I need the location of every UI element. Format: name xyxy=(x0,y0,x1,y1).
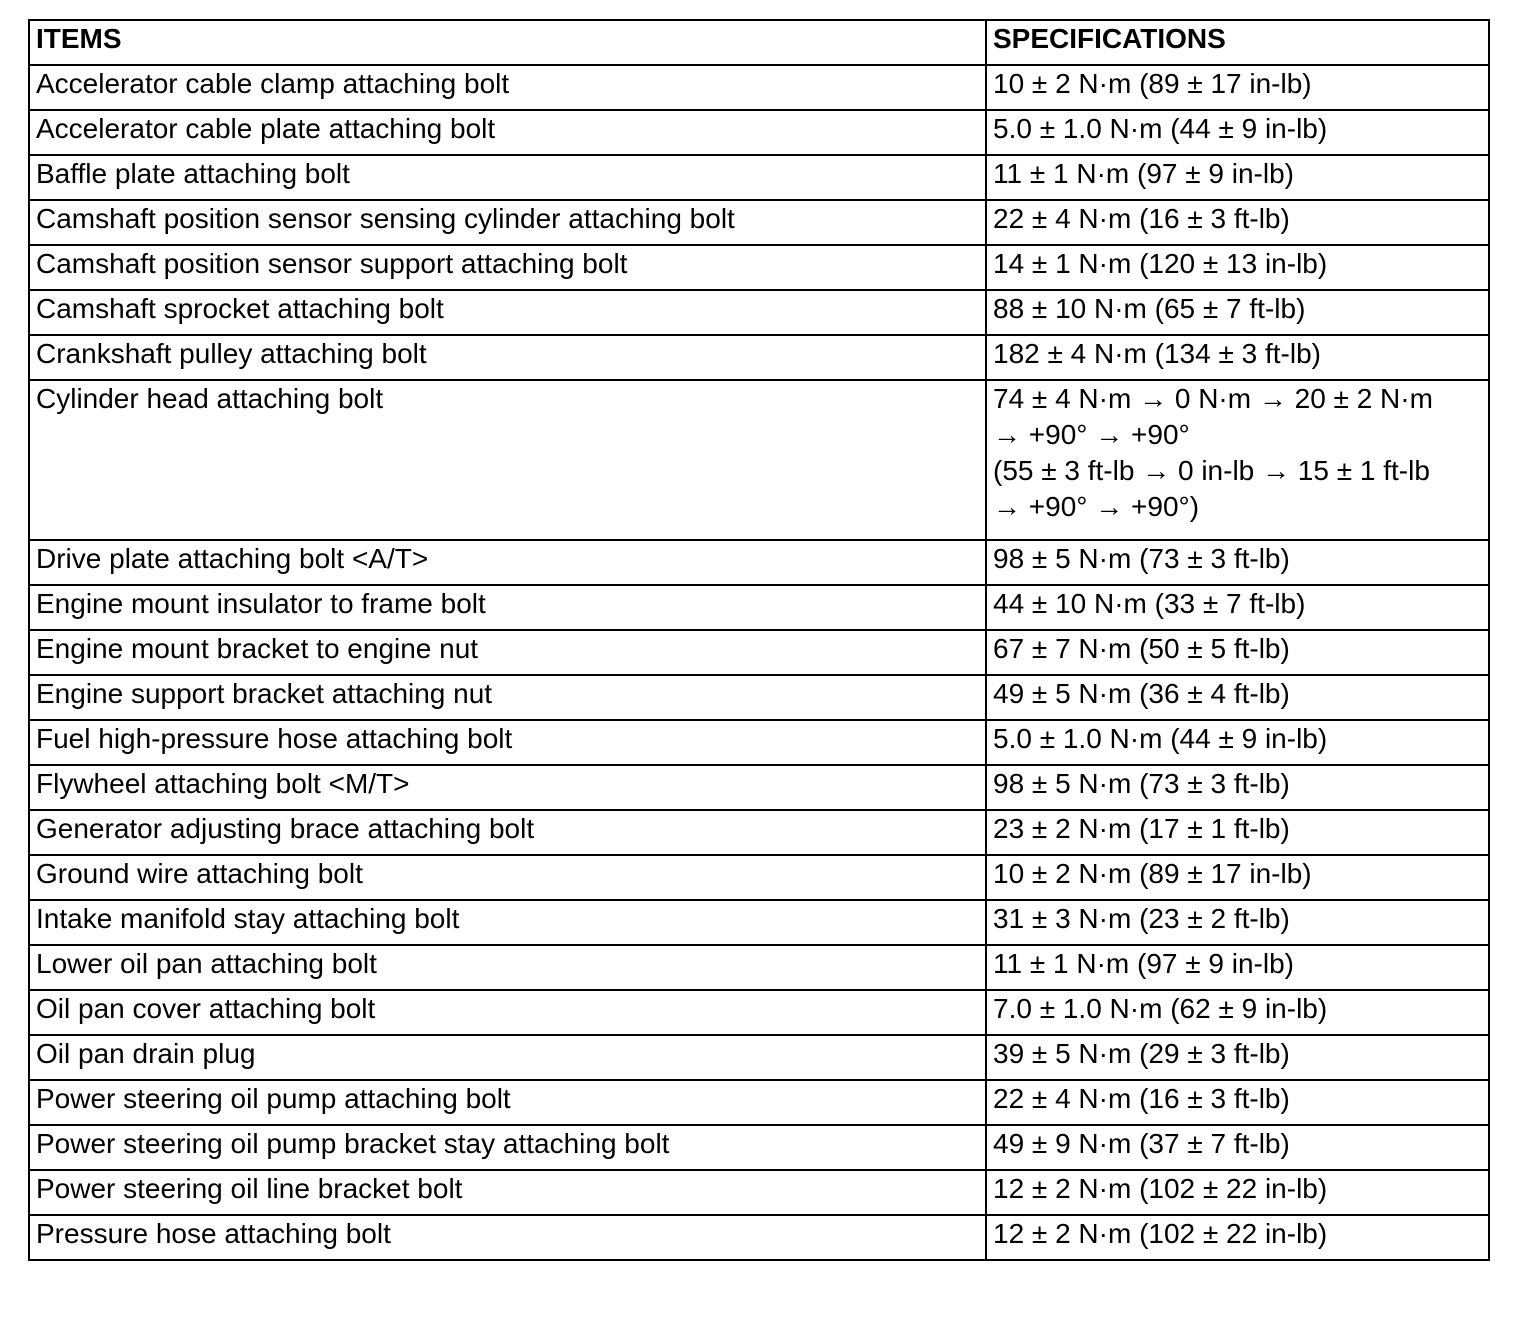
item-cell: Cylinder head attaching bolt xyxy=(29,380,986,540)
table-row xyxy=(29,335,1489,380)
table-row xyxy=(29,245,1489,290)
item-cell: Drive plate attaching bolt <A/T> xyxy=(29,540,986,585)
spec-cell: 49 ± 9 N·m (37 ± 7 ft-lb) xyxy=(986,1125,1489,1170)
spec-line: → +90° → +90°) xyxy=(993,491,1200,522)
header-row xyxy=(29,20,1489,65)
item-cell: Camshaft sprocket attaching bolt xyxy=(29,290,986,335)
spec-cell: 12 ± 2 N·m (102 ± 22 in-lb) xyxy=(986,1170,1489,1215)
spec-cell: 98 ± 5 N·m (73 ± 3 ft-lb) xyxy=(986,540,1489,585)
spec-cell: 23 ± 2 N·m (17 ± 1 ft-lb) xyxy=(986,810,1489,855)
item-cell: Camshaft position sensor sensing cylinder attaching bolt xyxy=(29,200,986,245)
item-cell: Ground wire attaching bolt xyxy=(29,855,986,900)
table-row xyxy=(29,540,1489,585)
spec-cell: 22 ± 4 N·m (16 ± 3 ft-lb) xyxy=(986,200,1489,245)
table-row xyxy=(29,720,1489,765)
item-cell: Lower oil pan attaching bolt xyxy=(29,945,986,990)
table-row xyxy=(29,675,1489,720)
item-cell: Intake manifold stay attaching bolt xyxy=(29,900,986,945)
spec-cell: 67 ± 7 N·m (50 ± 5 ft-lb) xyxy=(986,630,1489,675)
table-row xyxy=(29,380,1489,540)
spec-cell: 7.0 ± 1.0 N·m (62 ± 9 in-lb) xyxy=(986,990,1489,1035)
table-row xyxy=(29,1125,1489,1170)
item-cell: Accelerator cable plate attaching bolt xyxy=(29,110,986,155)
spec-cell: 182 ± 4 N·m (134 ± 3 ft-lb) xyxy=(986,335,1489,380)
table-row xyxy=(29,900,1489,945)
table-row xyxy=(29,65,1489,110)
spec-cell: 88 ± 10 N·m (65 ± 7 ft-lb) xyxy=(986,290,1489,335)
item-cell: Power steering oil line bracket bolt xyxy=(29,1170,986,1215)
spec-line: 74 ± 4 N·m → 0 N·m → 20 ± 2 N·m xyxy=(993,383,1433,414)
item-cell: Crankshaft pulley attaching bolt xyxy=(29,335,986,380)
item-cell: Power steering oil pump bracket stay attaching bolt xyxy=(29,1125,986,1170)
spec-cell: 31 ± 3 N·m (23 ± 2 ft-lb) xyxy=(986,900,1489,945)
item-cell: Pressure hose attaching bolt xyxy=(29,1215,986,1260)
item-cell: Engine mount insulator to frame bolt xyxy=(29,585,986,630)
item-cell: Engine mount bracket to engine nut xyxy=(29,630,986,675)
item-cell: Baffle plate attaching bolt xyxy=(29,155,986,200)
item-cell: Oil pan drain plug xyxy=(29,1035,986,1080)
table-row xyxy=(29,200,1489,245)
spec-cell: 10 ± 2 N·m (89 ± 17 in-lb) xyxy=(986,855,1489,900)
item-cell: Flywheel attaching bolt <M/T> xyxy=(29,765,986,810)
item-cell: Accelerator cable clamp attaching bolt xyxy=(29,65,986,110)
table-row xyxy=(29,1215,1489,1260)
spec-cell: 44 ± 10 N·m (33 ± 7 ft-lb) xyxy=(986,585,1489,630)
spec-cell: 98 ± 5 N·m (73 ± 3 ft-lb) xyxy=(986,765,1489,810)
spec-line: (55 ± 3 ft-lb → 0 in-lb → 15 ± 1 ft-lb xyxy=(993,455,1430,486)
spec-cell: 11 ± 1 N·m (97 ± 9 in-lb) xyxy=(986,945,1489,990)
item-cell: Engine support bracket attaching nut xyxy=(29,675,986,720)
spec-line: → +90° → +90° xyxy=(993,419,1190,450)
table-row xyxy=(29,945,1489,990)
spec-cell: 12 ± 2 N·m (102 ± 22 in-lb) xyxy=(986,1215,1489,1260)
header-specifications: SPECIFICATIONS xyxy=(986,20,1489,65)
table-row xyxy=(29,585,1489,630)
table-row xyxy=(29,765,1489,810)
table-row xyxy=(29,630,1489,675)
spec-cell: 22 ± 4 N·m (16 ± 3 ft-lb) xyxy=(986,1080,1489,1125)
table-row xyxy=(29,110,1489,155)
table-row xyxy=(29,810,1489,855)
table-row xyxy=(29,1080,1489,1125)
item-cell: Oil pan cover attaching bolt xyxy=(29,990,986,1035)
table-row xyxy=(29,1035,1489,1080)
header-items: ITEMS xyxy=(29,20,986,65)
spec-cell-multiline xyxy=(986,380,1489,540)
spec-cell: 39 ± 5 N·m (29 ± 3 ft-lb) xyxy=(986,1035,1489,1080)
spec-cell: 5.0 ± 1.0 N·m (44 ± 9 in-lb) xyxy=(986,110,1489,155)
torque-spec-table xyxy=(28,19,1490,1261)
table-row xyxy=(29,155,1489,200)
item-cell: Generator adjusting brace attaching bolt xyxy=(29,810,986,855)
spec-cell: 14 ± 1 N·m (120 ± 13 in-lb) xyxy=(986,245,1489,290)
item-cell: Power steering oil pump attaching bolt xyxy=(29,1080,986,1125)
spec-cell: 5.0 ± 1.0 N·m (44 ± 9 in-lb) xyxy=(986,720,1489,765)
table-row xyxy=(29,290,1489,335)
spec-cell: 11 ± 1 N·m (97 ± 9 in-lb) xyxy=(986,155,1489,200)
spec-cell: 49 ± 5 N·m (36 ± 4 ft-lb) xyxy=(986,675,1489,720)
spec-cell: 10 ± 2 N·m (89 ± 17 in-lb) xyxy=(986,65,1489,110)
table-row xyxy=(29,990,1489,1035)
item-cell: Camshaft position sensor support attaching bolt xyxy=(29,245,986,290)
table-row xyxy=(29,855,1489,900)
item-cell: Fuel high-pressure hose attaching bolt xyxy=(29,720,986,765)
table-row xyxy=(29,1170,1489,1215)
